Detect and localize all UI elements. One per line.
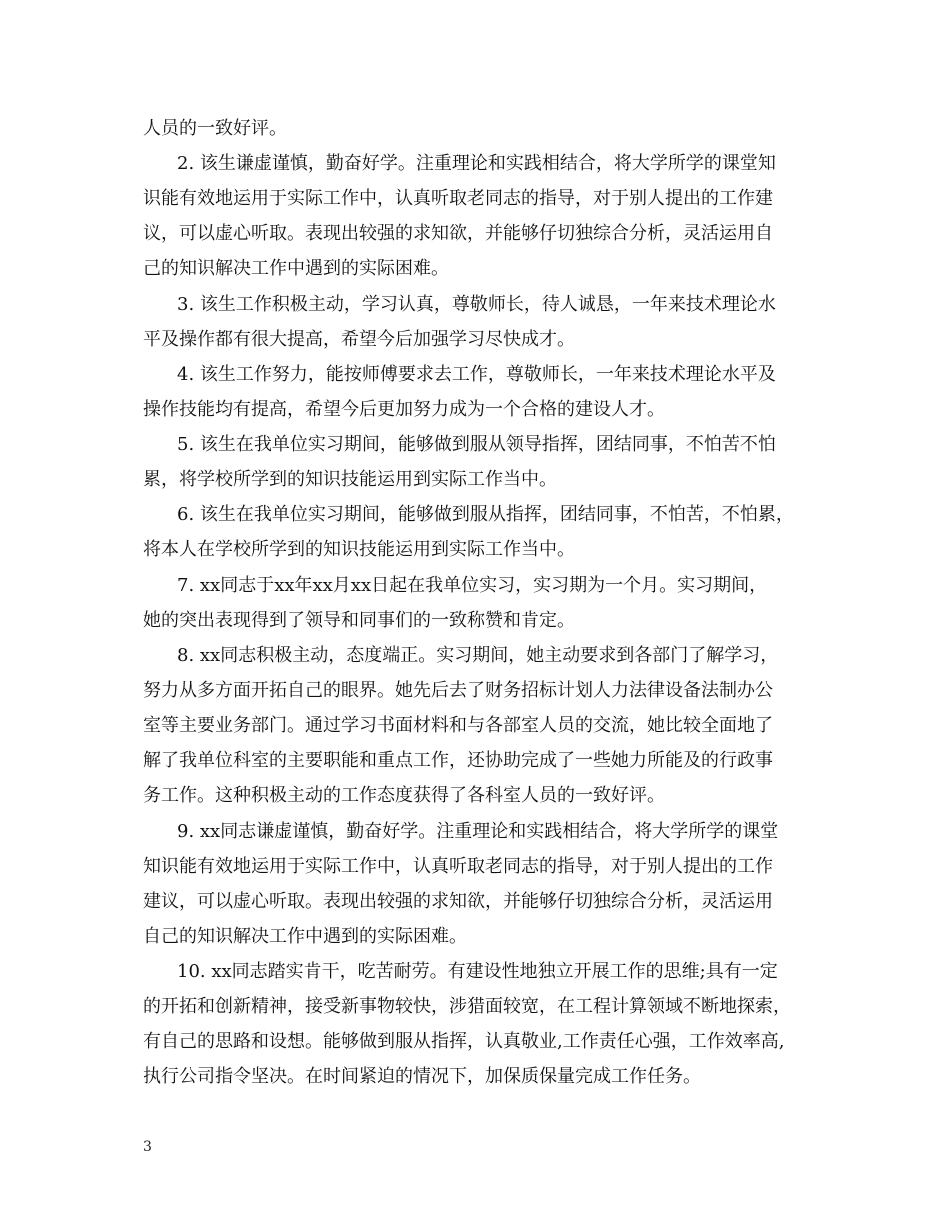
text-line: 9. xx同志谦虚谨慎，勤奋好学。注重理论和实践相结合，将大学所学的课堂 [177,821,779,842]
text-line: 8. xx同志积极主动，态度端正。实习期间，她主动要求到各部门了解学习， [177,645,779,666]
text-line: 务工作。这种积极主动的工作态度获得了各科室人员的一致好评。 [143,785,665,806]
text-line: 识能有效地运用于实际工作中，认真听取老同志的指导，对于别人提出的工作建 [143,188,773,209]
text-line: 10. xx同志踏实肯干，吃苦耐劳。有建设性地独立开展工作的思维;具有一定 [177,961,778,982]
text-line: 己的知识解决工作中遇到的实际困难。 [143,258,449,279]
page-number: 3 [143,1139,152,1155]
text-line: 人员的一致好评。 [143,118,287,139]
text-line: 建议，可以虚心听取。表现出较强的求知欲，并能够仔切独综合分析，灵活运用 [143,891,773,912]
text-line: 累，将学校所学到的知识技能运用到实际工作当中。 [143,469,557,490]
text-line: 将本人在学校所学到的知识技能运用到实际工作当中。 [143,539,575,560]
text-line: 知识能有效地运用于实际工作中，认真听取老同志的指导，对于别人提出的工作 [143,856,773,877]
text-line: 5. 该生在我单位实习期间，能够做到服从领导指挥，团结同事，不怕苦不怕 [177,434,776,455]
text-line: 有自己的思路和设想。能够做到服从指挥，认真敬业,工作责任心强，工作效率高, [143,1031,785,1052]
text-line: 解了我单位科室的主要职能和重点工作，还协助完成了一些她力所能及的行政事 [143,750,773,771]
text-line: 议，可以虚心听取。表现出较强的求知欲，并能够仔切独综合分析，灵活运用自 [143,223,773,244]
text-line: 平及操作都有很大提高，希望今后加强学习尽快成才。 [143,329,575,350]
text-line: 3. 该生工作积极主动，学习认真，尊敬师长，待人诚恳，一年来技术理论水 [177,294,776,315]
text-line: 4. 该生工作努力，能按师傅要求去工作，尊敬师长，一年来技术理论水平及 [177,364,776,385]
text-line: 自己的知识解决工作中遇到的实际困难。 [143,926,467,947]
text-line: 的开拓和创新精神，接受新事物较快，涉猎面较宽，在工程计算领域不断地探索， [143,996,791,1017]
text-line: 室等主要业务部门。通过学习书面材料和与各部室人员的交流，她比较全面地了 [143,715,773,736]
text-line: 执行公司指令坚决。在时间紧迫的情况下，加保质保量完成工作任务。 [143,1066,701,1087]
text-line: 她的突出表现得到了领导和同事们的一致称赞和肯定。 [143,610,575,631]
text-line: 操作技能均有提高，希望今后更加努力成为一个合格的建设人才。 [143,399,665,420]
text-line: 6. 该生在我单位实习期间，能够做到服从指挥，团结同事，不怕苦，不怕累， [177,504,794,525]
text-line: 7. xx同志于xx年xx月xx日起在我单位实习，实习期为一个月。实习期间， [177,575,768,596]
text-line: 2. 该生谦虚谨慎，勤奋好学。注重理论和实践相结合，将大学所学的课堂知 [177,153,776,174]
text-line: 努力从多方面开拓自己的眼界。她先后去了财务招标计划人力法律设备法制办公 [143,680,773,701]
